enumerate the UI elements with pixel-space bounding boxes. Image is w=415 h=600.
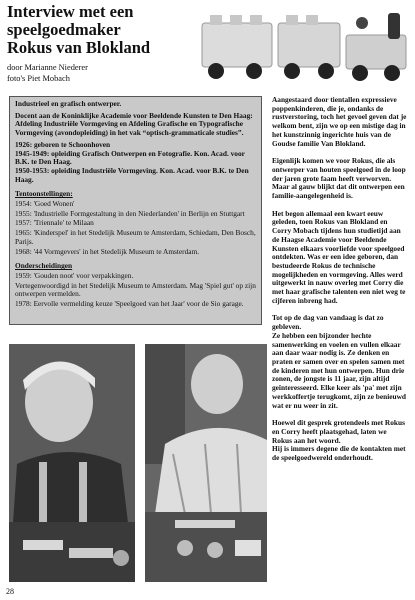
toymaker-photo-illustration [145, 344, 267, 582]
paragraph: Eigenlijk komen we voor Rokus, die als ontwerper van houten speelgoed in de loop der jaren grote faam heeft verworven. Maar al gauw blijkt dat dit ontwerpen een familie-aangelegenheid is. [272, 156, 406, 201]
bio-line: Industrieel en grafisch ontwerper. [15, 99, 122, 108]
exhibition-item: 1954: 'Goed Wonen' [15, 199, 75, 209]
author-credit: door Marianne Niederer [7, 63, 88, 72]
title-line-1: Interview met een speelgoedmaker [7, 2, 134, 39]
exhibition-item: 1955: 'Industrielle Formgestaltung in den Niederlanden' in Berlijn en Stuttgart [15, 208, 245, 218]
toymaker-working-photo [145, 344, 267, 582]
paragraph: Het begon allemaal een kwart eeuw geleden, toen Rokus van Blokland en Corry Mobach tijdens hun studietijd aan de Haagse Academie voor Beeldende Kunsten elkaars voorliefde voor speelgoed ontdekten. Was er een idee geboren, dan bestudeerde Rokus de technische mogelijkheden en vormgeving. Alles werd uitgewerkt in nauw overleg met Corry die met haar grafische talenten een niet weg te cijferen inbreng had. [272, 208, 406, 305]
exhibition-item: 1957: 'Triennale' te Milaan [15, 218, 94, 228]
photo-credit: foto's Piet Mobach [7, 73, 70, 83]
award-item: 1959: 'Gouden noot' voor verpakkingen. [15, 270, 134, 280]
article-title [7, 3, 207, 57]
bio-line: 1950-1953: opleiding Industriële Vormgeving. Kon. Acad. voor B.K. te Den Haag. [15, 165, 249, 184]
award-item: Vertegenwoordigd in het Stedelijk Museum te Amsterdam. Mag 'Spiel gut' op zijn ontwerpen vermelden. [15, 280, 256, 299]
article-body [272, 96, 407, 472]
child-photo-illustration [9, 344, 135, 582]
exhibitions-heading: Tentoonstellingen: [15, 189, 73, 199]
bio-line: Docent aan de Koninklijke Academie voor Beeldende Kunsten te Den Haag: Afdeling Industriële Vormgeving en Afdeling Grafische en Typografische Vormgeving (avondopleiding) in het vak “optisch-grammaticale studies”. [15, 110, 253, 138]
award-item: 1978: Eervolle vermelding keuze 'Speelgoed van het Jaar' voor de Sio garage. [15, 299, 244, 309]
bio-line: 1945-1949: opleiding Grafisch Ontwerpen en Fotografie. Kon. Acad. voor B.K. te Den Haag. [15, 148, 245, 167]
exhibition-item: 1965: 'Kinderspel' in het Stedelijk Museum te Amsterdam, Schiedam, Den Bosch, Parijs. [15, 228, 256, 246]
toy-train-illustration [196, 5, 410, 83]
awards-heading: Onderscheidingen [15, 261, 73, 271]
page-number: 28 [6, 587, 14, 596]
bio-infobox [9, 96, 262, 325]
toy-train-photo [196, 5, 410, 83]
child-playing-photo [9, 344, 135, 582]
bio-line: 1926: geboren te Schoonhoven [15, 139, 111, 149]
title-line-2: Rokus van Blokland [7, 38, 151, 57]
paragraph: Aangestaard door tientallen expressieve poppenkinderen, die je, ondanks de rustverstoring, toch het gevoel geven dat je welkom bent, zijn we op een mistige dag in het kunstzinnig ingerichte huis van de Goudse familie Van Blokland. [272, 95, 407, 148]
paragraph: Tot op de dag van vandaag is dat zo gebleven. Ze hebben een bijzonder hechte samenwerking en voelen en vullen elkaar aan daar waar nodig is. Ze denken en praten er samen over en spelen samen met de kinderen met hun ontwerpen. Hun drie zonen, de jongste is 11 jaar, zijn altijd geïnteresseerd. Elke keer als 'pa' met zijn werkkoffertje terugkomt, zijn ze benieuwd wat er nu weer in zit. [272, 313, 406, 410]
exhibition-item: 1968: '44 Vormgevers' in het Stedelijk Museum te Amsterdam. [15, 246, 200, 256]
byline [7, 63, 88, 84]
paragraph: Hoewel dit gesprek grotendeels met Rokus en Corry heeft plaatsgehad, laten we Rokus aan het woord. Hij is immers degene die de kontakten met de speelgoedwereld onderhoudt. [272, 418, 406, 463]
